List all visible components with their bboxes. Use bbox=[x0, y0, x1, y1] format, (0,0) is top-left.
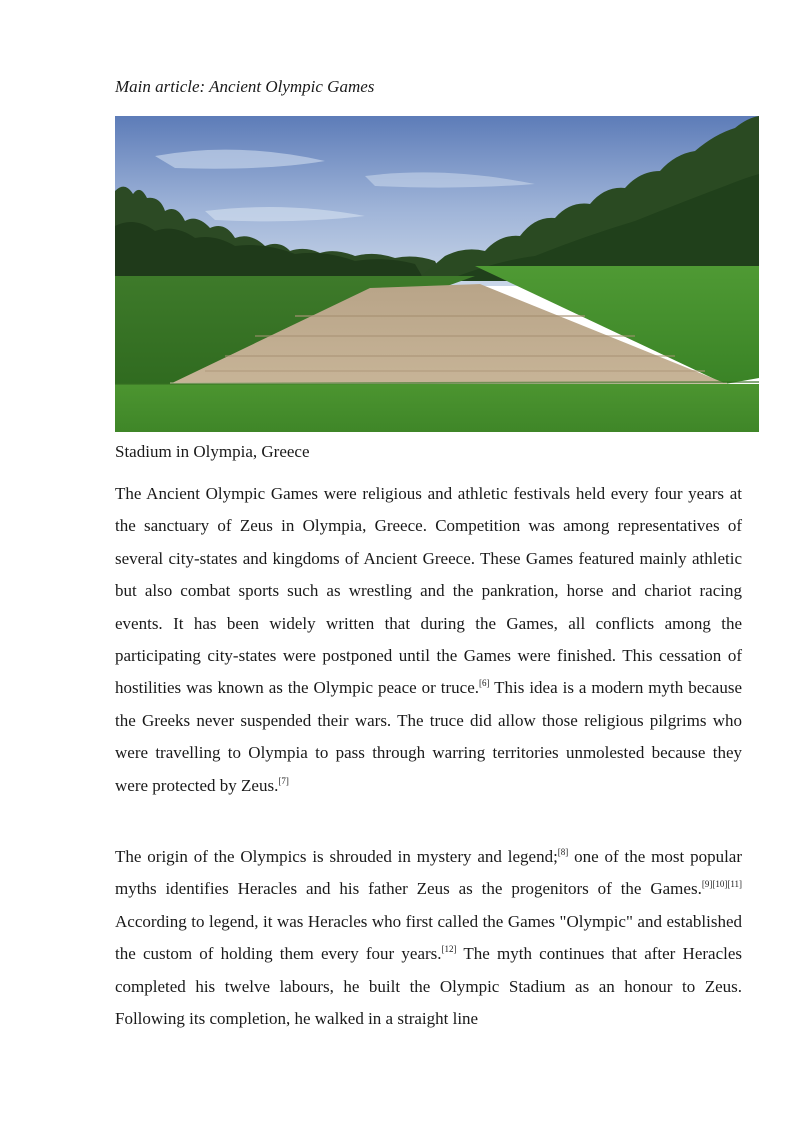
text-run: one of the most popular myths identifies bbox=[115, 847, 743, 899]
main-article-prefix: Main article: bbox=[115, 77, 206, 96]
text-run: as an honour to Zeus. Following its completion, he walked in a straight line bbox=[115, 976, 743, 1029]
link-city-states[interactable]: city-states bbox=[168, 548, 238, 568]
text-run: The origin of the Olympics is shrouded in mystery and legend; bbox=[115, 847, 558, 866]
text-run: . These Games featured mainly athletic but also combat sports such as wrestling and the bbox=[115, 548, 742, 601]
main-article-link[interactable]: Ancient Olympic Games bbox=[209, 77, 375, 96]
stadium-photo bbox=[115, 116, 759, 432]
link-zeus[interactable]: Zeus bbox=[416, 879, 450, 899]
citation-10[interactable]: [10] bbox=[712, 879, 728, 890]
figure-caption: Stadium in Olympia, Greece bbox=[115, 442, 310, 461]
link-twelve-labours[interactable]: twelve labours bbox=[224, 976, 330, 996]
text-run: and kingdoms of bbox=[237, 548, 364, 568]
citation-8[interactable]: [8] bbox=[557, 847, 569, 857]
text-run: , Greece. Competition was among representatives of several bbox=[115, 516, 742, 568]
text-run: According to legend, it was Heracles who first called the Games "Olympic" and established the custom of holding them every four years. bbox=[115, 911, 742, 964]
link-heracles[interactable]: Heracles bbox=[237, 879, 298, 899]
text-run: The Ancient Olympic Games were religious and athletic festivals held every four years at the sanctuary of bbox=[115, 484, 742, 536]
paragraph-origin bbox=[115, 841, 742, 1035]
link-pankration[interactable]: pankration bbox=[481, 581, 555, 601]
paragraph-ancient-games bbox=[115, 478, 742, 802]
text-run: , horse and chariot racing events. It has been widely written that during the Games, all conflicts among the participating city-states were postponed until the Games were finished. This cessation of hostilities was known as the Olympic peace or truce. bbox=[115, 581, 742, 698]
citation-7[interactable]: [7] bbox=[278, 775, 289, 786]
citation-12[interactable]: [12] bbox=[441, 944, 457, 955]
main-article-hatnote bbox=[115, 76, 374, 98]
text-run: in bbox=[272, 516, 303, 536]
text-run: This idea is a modern myth because the Greeks never suspended their wars. The truce did allow those religious pilgrims who were travelling to Olympia to pass through warring territories unmolested because they were protected by Zeus. bbox=[115, 678, 742, 795]
citation-9[interactable]: [9] bbox=[701, 879, 713, 890]
text-run: and his father bbox=[297, 879, 417, 899]
link-ancient-greece[interactable]: Ancient Greece bbox=[363, 548, 471, 568]
text-run: as the progenitors of the Games. bbox=[449, 879, 702, 899]
link-zeus[interactable]: Zeus bbox=[239, 516, 273, 536]
text-run: The myth continues that after Heracles completed his bbox=[115, 944, 743, 996]
citation-6[interactable]: [6] bbox=[479, 678, 490, 689]
citation-11[interactable]: [11] bbox=[727, 879, 742, 890]
text-run: , he built the bbox=[329, 976, 440, 996]
link-olympia[interactable]: Olympia bbox=[302, 516, 363, 536]
stadium-photo-illustration bbox=[115, 116, 759, 432]
link-olympic-stadium[interactable]: Olympic Stadium bbox=[439, 976, 566, 996]
